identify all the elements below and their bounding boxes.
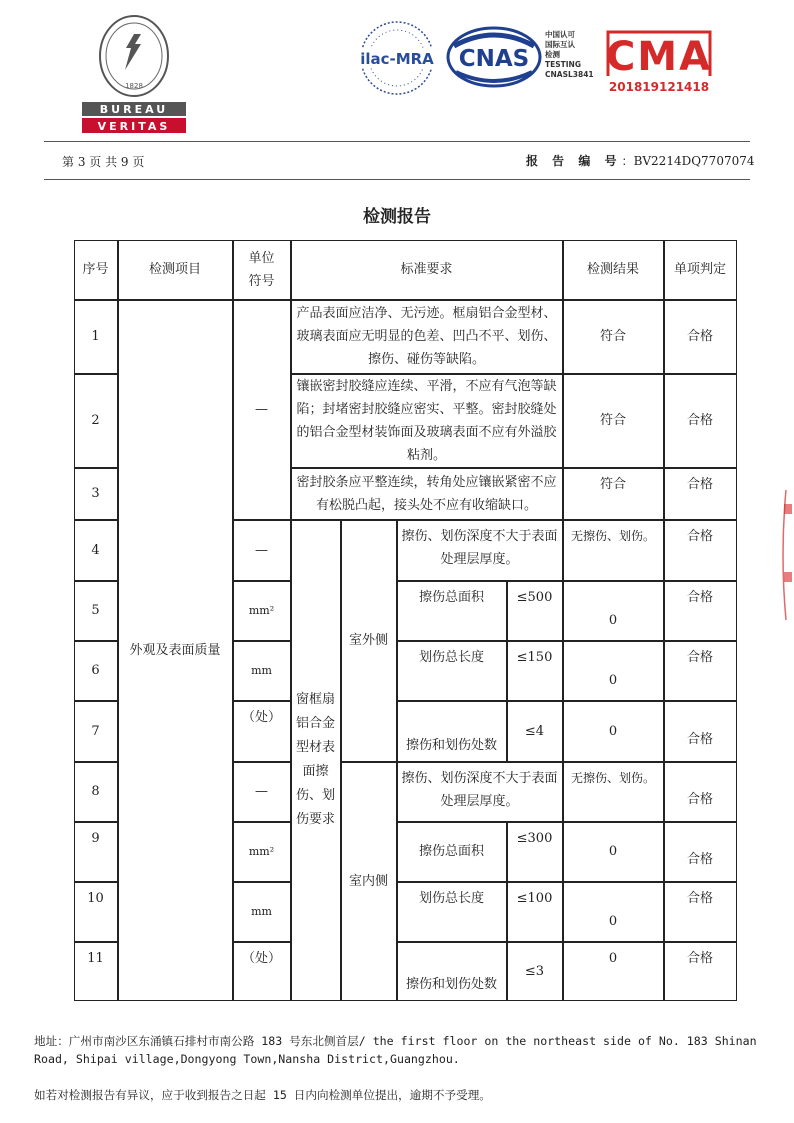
cma-text: CMA xyxy=(605,34,713,80)
cnas-info-line: 中国认可 xyxy=(545,30,575,39)
row-5-unit: mm² xyxy=(233,581,291,641)
row-1-seq: 1 xyxy=(74,300,118,374)
header-divider-top xyxy=(44,141,750,142)
report-number-sep: ： xyxy=(621,154,634,168)
row-6-unit: mm xyxy=(233,641,291,701)
row-2-seq: 2 xyxy=(74,374,118,468)
bv-year: 1828 xyxy=(125,82,143,90)
ilac-text: ilac-MRA xyxy=(360,50,434,68)
row-5-limit: ≤500 xyxy=(507,581,563,641)
footer-address: 地址：广州市南沙区东涌镇石排村市南公路 183 号东北侧首层/ the first floor on the northeast side of No. 183 Shinan Road, Shipai village,Dongyong Town,Nansha District,Guangzhou. xyxy=(34,1034,757,1066)
row-4-judge: 合格 xyxy=(664,520,737,581)
row-3-standard: 密封胶条应平整连续，转角处应镶嵌紧密不应有松脱凸起，接头处不应有收缩缺口。 xyxy=(291,468,563,520)
bv-name-line2: VERITAS xyxy=(97,120,171,133)
row-9-standard: 擦伤总面积 xyxy=(397,822,507,882)
row-2-result: 符合 xyxy=(563,374,664,468)
row-4-standard: 擦伤、划伤深度不大于表面处理层厚度。 xyxy=(397,520,563,581)
row-6-seq: 6 xyxy=(74,641,118,701)
cnas-info-line: CNASL3841 xyxy=(545,70,594,79)
cnas-logo xyxy=(446,26,542,88)
page-info: 第 3 页 共 9 页 xyxy=(62,155,145,169)
row-11-limit: ≤3 xyxy=(507,942,563,1001)
row-10-unit: mm xyxy=(233,882,291,942)
header-divider-bottom xyxy=(44,179,750,180)
row-11-result: 0 xyxy=(563,942,664,1001)
cnas-info-line: 国际互认 xyxy=(545,40,575,49)
row-10-standard: 划伤总长度 xyxy=(397,882,507,942)
test-results-table xyxy=(74,240,737,1001)
row-9-seq: 9 xyxy=(74,822,118,882)
row-9-unit: mm² xyxy=(233,822,291,882)
cma-number: 201819121418 xyxy=(608,80,710,94)
row-4-result: 无擦伤、划伤。 xyxy=(563,520,664,581)
row-6-limit: ≤150 xyxy=(507,641,563,701)
row-6-judge: 合格 xyxy=(664,641,737,701)
row-4-seq: 4 xyxy=(74,520,118,581)
row-6-result: 0 xyxy=(563,641,664,701)
row-7-limit: ≤4 xyxy=(507,701,563,762)
row-7-result: 0 xyxy=(563,701,664,762)
header-standard: 标准要求 xyxy=(291,240,563,300)
side-outdoor-cell: 室外侧 xyxy=(341,520,397,762)
cnas-info-line: 检测 xyxy=(545,50,560,59)
row-8-standard: 擦伤、划伤深度不大于表面处理层厚度。 xyxy=(397,762,563,822)
row-4-unit: — xyxy=(233,520,291,581)
header-result: 检测结果 xyxy=(563,240,664,300)
row-11-unit: （处） xyxy=(233,942,291,1001)
row-9-judge: 合格 xyxy=(664,822,737,882)
row-10-seq: 10 xyxy=(74,882,118,942)
row-6-standard: 划伤总长度 xyxy=(397,641,507,701)
report-number-value: BV2214DQ7707074 xyxy=(633,154,755,168)
row-1-result: 符合 xyxy=(563,300,664,374)
row-5-result: 0 xyxy=(563,581,664,641)
row-1-judge: 合格 xyxy=(664,300,737,374)
cnas-text: CNAS xyxy=(458,46,530,72)
footer xyxy=(34,1014,764,1122)
row-5-seq: 5 xyxy=(74,581,118,641)
row-7-seq: 7 xyxy=(74,701,118,762)
row-8-seq: 8 xyxy=(74,762,118,822)
header-seq: 序号 xyxy=(74,240,118,300)
cnas-info-line: TESTING xyxy=(545,60,581,69)
bureau-veritas-logo xyxy=(82,12,186,134)
row-8-unit: — xyxy=(233,762,291,822)
row-3-result: 符合 xyxy=(563,468,664,520)
row-10-result: 0 xyxy=(563,882,664,942)
row-7-standard: 擦伤和划伤处数 xyxy=(397,701,507,762)
category-cell: 外观及表面质量 xyxy=(118,300,233,1001)
row-5-judge: 合格 xyxy=(664,581,737,641)
row-8-judge: 合格 xyxy=(664,762,737,822)
report-number-label: 报 告 编 号 xyxy=(526,154,622,168)
row-7-judge: 合格 xyxy=(664,701,737,762)
row-11-seq: 11 xyxy=(74,942,118,1001)
row-1-standard: 产品表面应洁净、无污迹。框扇铝合金型材、玻璃表面应无明显的色差、凹凸不平、划伤、擦伤、碰伤等缺陷。 xyxy=(291,300,563,374)
row-8-result: 无擦伤、划伤。 xyxy=(563,762,664,822)
row-10-judge: 合格 xyxy=(664,882,737,942)
header-item: 检测项目 xyxy=(118,240,233,300)
ilac-mra-logo xyxy=(352,18,442,100)
row-11-judge: 合格 xyxy=(664,942,737,1001)
row-2-standard: 镶嵌密封胶缝应连续、平滑，不应有气泡等缺陷；封堵密封胶缝应密实、平整。密封胶缝处的铝合金型材装饰面及玻璃表面不应有外溢胶粘剂。 xyxy=(291,374,563,468)
row-1-3-unit: — xyxy=(233,300,291,520)
row-10-limit: ≤100 xyxy=(507,882,563,942)
group-label-cell: 窗框扇 铝合金 型材表 面擦 伤、划 伤要求 xyxy=(291,520,341,1001)
row-3-judge: 合格 xyxy=(664,468,737,520)
red-stamp-edge xyxy=(776,480,794,630)
row-9-limit: ≤300 xyxy=(507,822,563,882)
footer-notice: 如若对检测报告有异议，应于收到报告之日起 15 日内向检测单位提出，逾期不予受理。 xyxy=(34,1088,491,1102)
side-indoor-cell: 室内侧 xyxy=(341,762,397,1001)
row-5-standard: 擦伤总面积 xyxy=(397,581,507,641)
header-judge: 单项判定 xyxy=(664,240,737,300)
cma-logo xyxy=(602,24,718,96)
row-11-standard: 擦伤和划伤处数 xyxy=(397,942,507,1001)
bv-name-line1: BUREAU xyxy=(99,103,169,116)
row-3-seq: 3 xyxy=(74,468,118,520)
row-2-judge: 合格 xyxy=(664,374,737,468)
row-7-unit: （处） xyxy=(233,701,291,762)
report-number xyxy=(526,152,755,169)
row-9-result: 0 xyxy=(563,822,664,882)
header-unit: 单位 符号 xyxy=(233,240,291,300)
page-title: 检测报告 xyxy=(363,207,431,227)
